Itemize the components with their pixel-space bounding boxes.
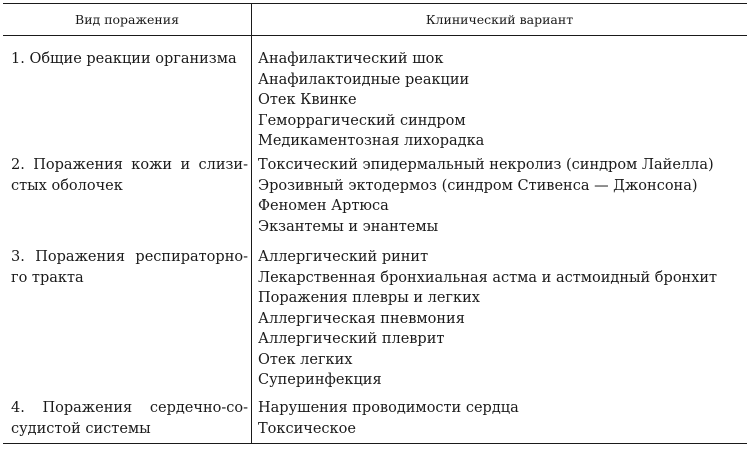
- row-3-type-line-1: 3. Поражения респираторно-: [11, 249, 248, 265]
- variant-item: Анафилактический шок: [258, 51, 444, 67]
- header-bottom-border: [3, 35, 747, 36]
- header-type: Вид поражения: [75, 12, 179, 27]
- row-3-variants: [258, 247, 746, 391]
- variant-item: Геморрагический синдром: [258, 112, 466, 129]
- variant-item: Аллергический плеврит: [258, 331, 445, 347]
- row-2-type-line-1: 2. Поражения кожи и слизи-: [11, 157, 248, 173]
- variant-item: Отек легких: [258, 351, 353, 368]
- variant-item: Анафилактоидные реакции: [258, 71, 470, 88]
- variant-item: Поражения плевры и легких: [258, 290, 480, 306]
- variant-item: Лекарственная бронхиальная астма и астмоидный бронхит: [258, 269, 718, 286]
- row-2-type: [11, 155, 248, 196]
- header-variant: Клинический вариант: [425, 12, 574, 27]
- row-4-variants: [258, 398, 746, 439]
- row-2-variants: [258, 155, 746, 237]
- variant-item: Нарушения проводимости сердца: [258, 400, 519, 416]
- table-bottom-border: [3, 443, 747, 444]
- variant-item: Феномен Артюса: [258, 198, 389, 214]
- row-4-type-line-1: 4. Поражения сердечно-со-: [11, 400, 248, 416]
- row-3-type: [11, 247, 248, 288]
- variant-item: Токсическое: [258, 420, 356, 437]
- variant-item: Экзантемы и энантемы: [258, 218, 439, 235]
- variant-item: Аллергический ринит: [258, 249, 429, 265]
- row-4-type: [11, 398, 248, 439]
- variant-item: Медикаментозная лихорадка: [258, 133, 485, 149]
- row-3-type-line-2: го тракта: [11, 269, 84, 286]
- column-divider: [251, 3, 252, 443]
- variant-item: Аллергическая пневмония: [258, 310, 465, 327]
- row-1-type: [11, 49, 248, 70]
- variant-item: Токсический эпидермальный некролиз (синдром Лайелла): [258, 157, 714, 173]
- variant-item: Суперинфекция: [258, 372, 382, 388]
- row-4-type-line-2: судистой системы: [11, 420, 151, 437]
- variant-item: Эрозивный эктодермоз (синдром Стивенса — Джонсона): [258, 177, 698, 194]
- row-1-type-line-1: 1. Общие реакции организма: [11, 51, 237, 67]
- variant-item: Отек Квинке: [258, 92, 357, 108]
- row-1-variants: [258, 49, 746, 152]
- row-2-type-line-2: стых оболочек: [11, 177, 123, 194]
